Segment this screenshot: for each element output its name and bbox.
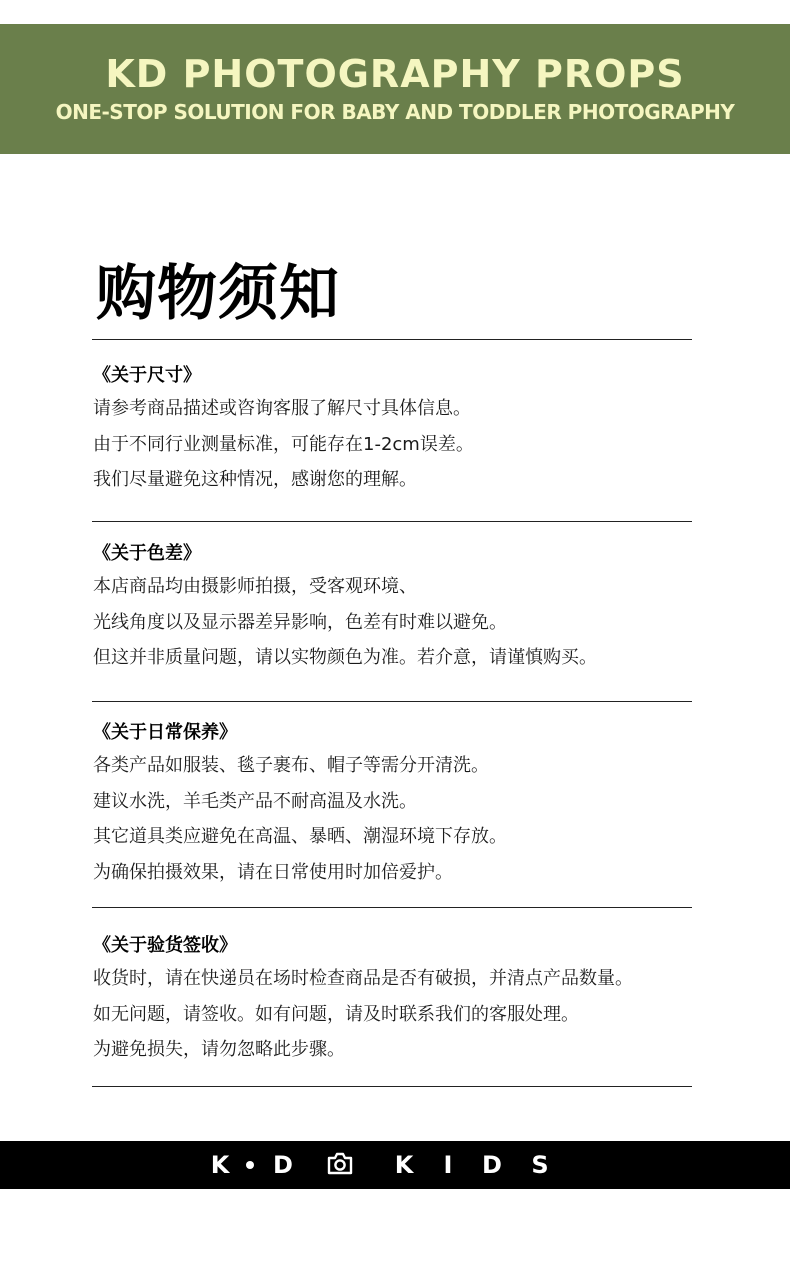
footer-brand-letter: S bbox=[531, 1151, 549, 1179]
section-color-difference bbox=[93, 539, 703, 676]
footer-brand-letter: K bbox=[210, 1151, 230, 1179]
footer-brand-letter: I bbox=[443, 1151, 453, 1179]
divider bbox=[92, 339, 692, 340]
header-banner bbox=[0, 24, 790, 154]
section-size bbox=[93, 361, 703, 498]
camera-icon bbox=[326, 1151, 354, 1177]
section-line: 由于不同行业测量标准，可能存在1-2cm误差。 bbox=[93, 433, 474, 455]
footer-brand-letter: D bbox=[482, 1151, 502, 1179]
section-line: 请参考商品描述或咨询客服了解尺寸具体信息。 bbox=[93, 398, 471, 419]
brand-title: KD PHOTOGRAPHY PROPS bbox=[105, 52, 685, 96]
section-heading: 《关于色差》 bbox=[93, 543, 201, 564]
section-line: 各类产品如服装、毯子裹布、帽子等需分开清洗。 bbox=[93, 755, 489, 776]
section-line: 其它道具类应避免在高温、暴晒、潮湿环境下存放。 bbox=[93, 826, 507, 848]
section-line: 收货时，请在快递员在场时检查商品是否有破损，并清点产品数量。 bbox=[93, 968, 633, 989]
section-line: 我们尽量避免这种情况，感谢您的理解。 bbox=[93, 469, 417, 491]
footer-brand-letter: K bbox=[394, 1151, 414, 1179]
footer-dot bbox=[246, 1161, 254, 1169]
section-inspection bbox=[93, 931, 703, 1068]
page-title: 购物须知 bbox=[96, 259, 340, 329]
section-line: 为避免损失，请勿忽略此步骤。 bbox=[93, 1039, 345, 1061]
section-daily-care bbox=[93, 718, 703, 891]
divider bbox=[92, 1086, 692, 1087]
section-line: 但这并非质量问题，请以实物颜色为准。若介意，请谨慎购买。 bbox=[93, 647, 597, 669]
divider bbox=[92, 521, 692, 522]
brand-subtitle: ONE-STOP SOLUTION FOR BABY AND TODDLER PHOTOGRAPHY bbox=[55, 100, 735, 124]
section-line: 本店商品均由摄影师拍摄，受客观环境、 bbox=[93, 576, 417, 597]
section-line: 如无问题，请签收。如有问题，请及时联系我们的客服处理。 bbox=[93, 1003, 579, 1025]
section-heading: 《关于尺寸》 bbox=[93, 365, 201, 386]
section-heading: 《关于日常保养》 bbox=[93, 722, 237, 743]
section-line: 为确保拍摄效果，请在日常使用时加倍爱护。 bbox=[93, 862, 453, 884]
section-heading: 《关于验货签收》 bbox=[93, 935, 237, 956]
footer-brand-letter: D bbox=[273, 1151, 293, 1179]
footer-bar bbox=[0, 1141, 790, 1189]
divider bbox=[92, 701, 692, 702]
section-line: 光线角度以及显示器差异影响，色差有时难以避免。 bbox=[93, 611, 507, 633]
section-line: 建议水洗，羊毛类产品不耐高温及水洗。 bbox=[93, 790, 417, 812]
divider bbox=[92, 907, 692, 908]
